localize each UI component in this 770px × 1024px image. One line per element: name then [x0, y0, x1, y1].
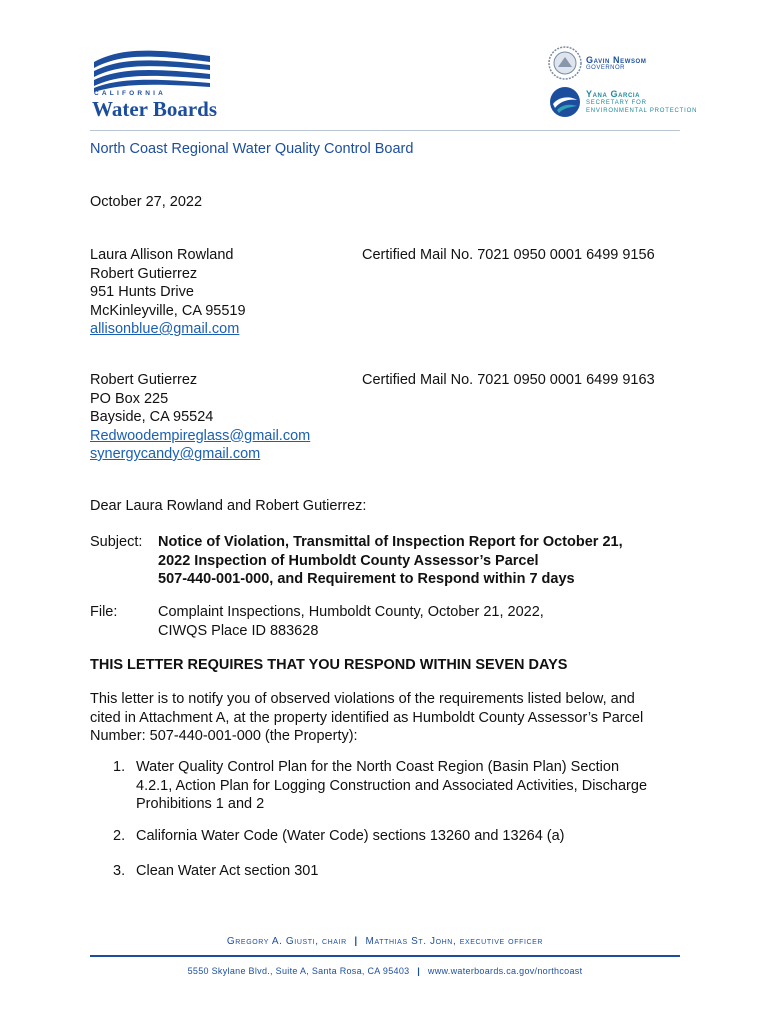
state-seal-icon: [548, 46, 582, 80]
list-line: 4.2.1, Action Plan for Logging Construction and Associated Activities, Discharge: [136, 777, 648, 794]
file-label: File:: [90, 604, 118, 620]
footer-url[interactable]: www.waterboards.ca.gov/northcoast: [427, 966, 583, 976]
subject-line: 507-440-001-000, and Requirement to Respond within 7 days: [158, 571, 575, 587]
secretary-name: Yana Garcia: [586, 89, 641, 99]
file-text: [158, 603, 544, 640]
subject-line: 2022 Inspection of Humboldt County Assessor’s Parcel: [158, 552, 539, 569]
calepa-logo-icon: [549, 86, 581, 118]
recipient-block-2: [90, 371, 310, 464]
address-line: Laura Allison Rowland: [90, 247, 234, 263]
certified-mail-2: Certified Mail No. 7021 0950 0001 6499 9163: [362, 372, 655, 388]
address-line: McKinleyville, CA 95519: [90, 302, 246, 319]
header-divider: [90, 130, 680, 131]
footer-contact: [0, 966, 770, 976]
subject-text: [158, 533, 623, 589]
list-line: Clean Water Act section 301: [136, 863, 319, 879]
address-line: Robert Gutierrez: [90, 372, 198, 388]
board-name: North Coast Regional Water Quality Control Board: [90, 141, 414, 157]
list-line: California Water Code (Water Code) sections 13260 and 13264 (a): [136, 828, 565, 844]
secretary-title-2: ENVIRONMENTAL PROTECTION: [586, 108, 698, 114]
address-line: PO Box 225: [90, 390, 169, 407]
certified-mail-1: Certified Mail No. 7021 0950 0001 6499 9156: [362, 247, 655, 263]
file-line: Complaint Inspections, Humboldt County, October 21, 2022,: [158, 604, 544, 620]
chair-name: Gregory A. Giusti: [226, 936, 316, 947]
salutation: Dear Laura Rowland and Robert Gutierrez:: [90, 498, 367, 514]
subject-label: Subject:: [90, 534, 143, 550]
water-boards-logo: [90, 44, 218, 122]
recipient-block-1: [90, 246, 246, 339]
letter-date: October 27, 2022: [90, 194, 203, 210]
officer-name: Matthias St. John: [365, 936, 453, 947]
chair-title: , chair: [315, 936, 347, 947]
intro-line: This letter is to notify you of observed violations of the requirements listed below, and: [90, 691, 635, 707]
list-number: 2.: [113, 828, 126, 844]
intro-line: cited in Attachment A, at the property identified as Humboldt County Assessor’s Parcel: [90, 709, 644, 726]
officer-title: , executive officer: [452, 936, 544, 947]
email-link[interactable]: synergycandy@gmail.com: [90, 446, 261, 462]
logo-state: CALIFORNIA: [94, 90, 167, 97]
footer-divider: [90, 955, 680, 957]
subject-line: Notice of Violation, Transmittal of Inspection Report for October 21,: [158, 534, 623, 550]
email-link[interactable]: allisonblue@gmail.com: [90, 321, 240, 337]
email-link[interactable]: Redwoodempireglass@gmail.com: [90, 427, 311, 444]
governor-title: GOVERNOR: [586, 65, 626, 71]
intro-paragraph: [90, 690, 643, 746]
list-line: Water Quality Control Plan for the North Coast Region (Basin Plan) Section: [136, 759, 620, 775]
list-number: 3.: [113, 863, 126, 879]
footer-officials: [0, 936, 770, 947]
address-line: 951 Hunts Drive: [90, 284, 194, 300]
logo-name: Water Boards: [92, 97, 218, 121]
address-line: Bayside, CA 95524: [90, 409, 214, 425]
list-line: Prohibitions 1 and 2: [136, 796, 265, 812]
footer-address: 5550 Skylane Blvd., Suite A, Santa Rosa, CA 95403: [187, 966, 410, 976]
secretary-title-1: SECRETARY FOR: [586, 100, 647, 106]
intro-line: Number: 507-440-001-000 (the Property):: [90, 728, 358, 744]
list-number: 1.: [113, 759, 126, 775]
wave-icon: [90, 44, 215, 92]
file-line: CIWQS Place ID 883628: [158, 622, 319, 639]
address-line: Robert Gutierrez: [90, 265, 198, 282]
governor-name: Gavin Newsom: [586, 55, 647, 65]
footer-separator: |: [417, 966, 421, 976]
response-heading: THIS LETTER REQUIRES THAT YOU RESPOND WITHIN SEVEN DAYS: [90, 657, 568, 673]
footer-separator: |: [354, 936, 358, 947]
